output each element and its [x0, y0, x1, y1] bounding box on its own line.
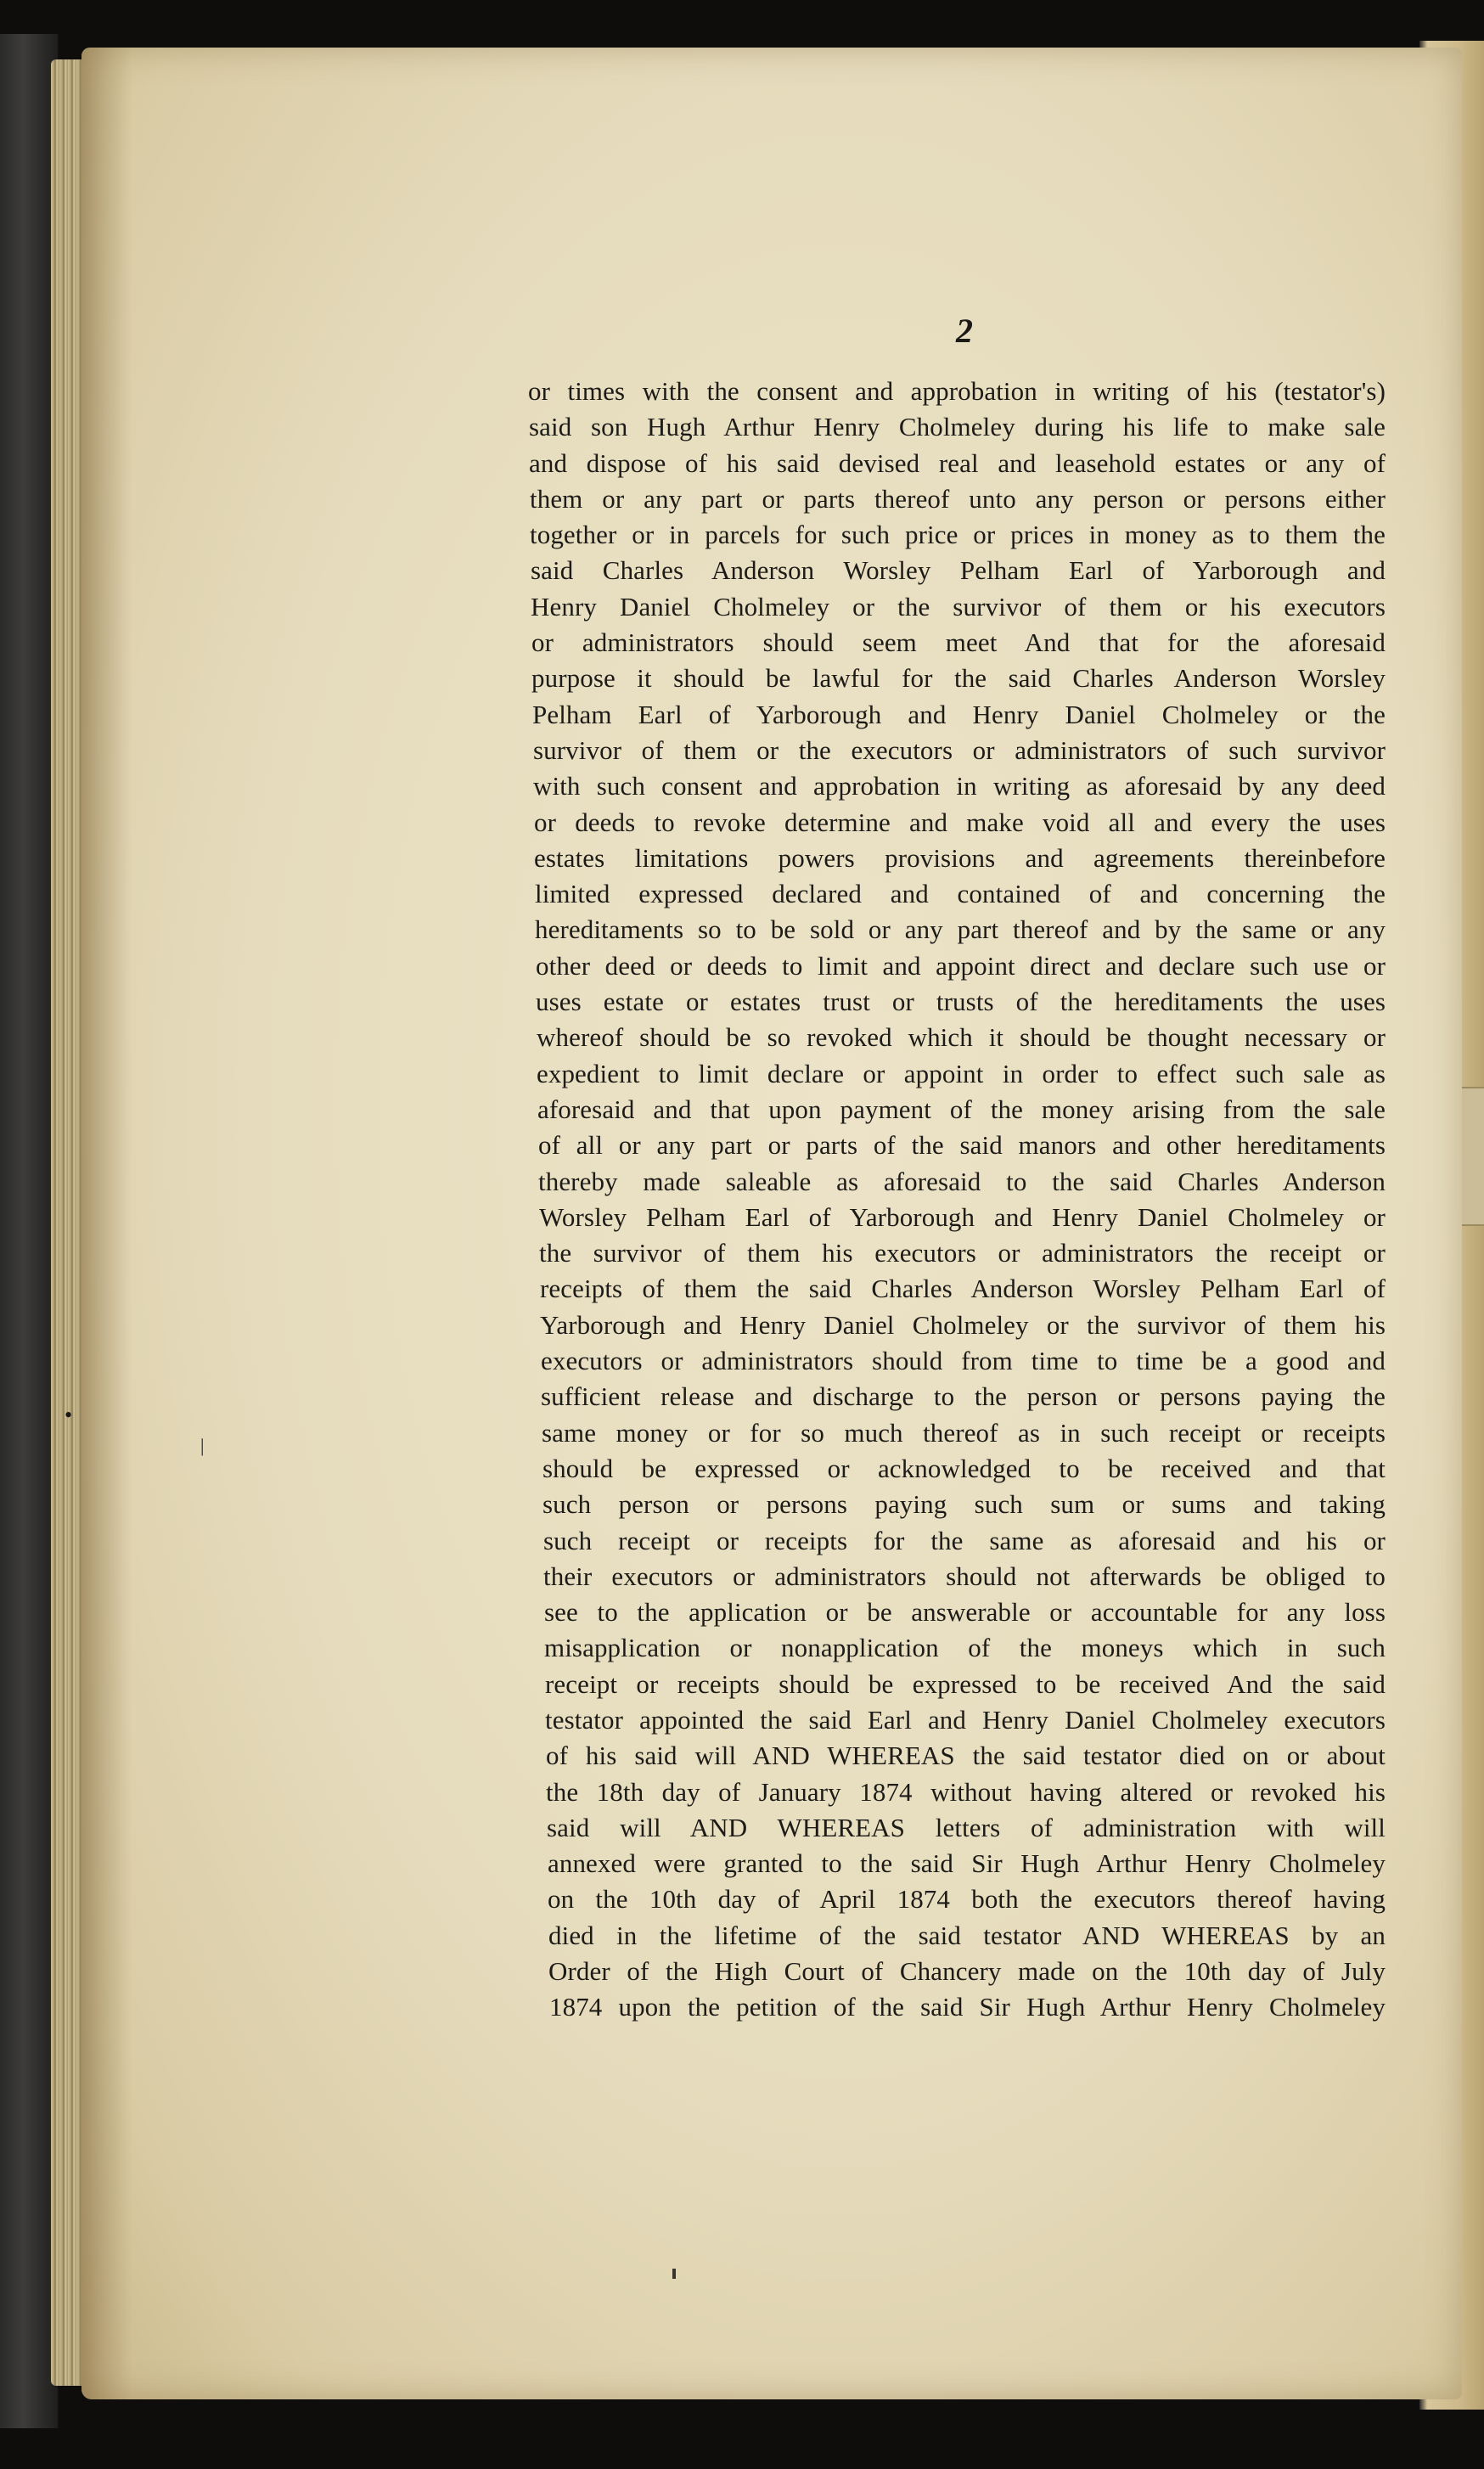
text-line: executors or administrators should from time to time be a good and: [541, 1346, 1386, 1376]
text-line: aforesaid and that upon payment of the money arising from the sale: [537, 1094, 1386, 1124]
text-line: Worsley Pelham Earl of Yarborough and Henry Daniel Cholmeley or: [539, 1201, 1386, 1232]
margin-dot-mark: •: [65, 1403, 73, 1427]
text-line: 1874 upon the petition of the said Sir Hugh Arthur Henry Cholmeley: [549, 1992, 1386, 2022]
text-line: together or in parcels for such price or prices in money as to them the: [530, 520, 1386, 550]
text-line: and dispose of his said devised real and leasehold estates or any of: [529, 447, 1386, 478]
text-line: other deed or deeds to limit and appoint direct and declare such use or: [536, 950, 1386, 981]
text-line: purpose it should be lawful for the said Charles Anderson Worsley: [531, 663, 1386, 694]
text-line: their executors or administrators should not afterwards be obliged to: [543, 1561, 1386, 1591]
text-line: or administrators should seem meet And that for the aforesaid: [531, 627, 1386, 658]
text-line: expedient to limit declare or appoint in order to effect such sale as: [537, 1058, 1386, 1088]
text-line: said will AND WHEREAS letters of administration with will: [547, 1812, 1386, 1842]
margin-tick-mark: |: [200, 1435, 205, 1456]
text-line: Pelham Earl of Yarborough and Henry Daniel Cholmeley or the: [532, 699, 1386, 729]
text-line: or deeds to revoke determine and make void all and every the uses: [534, 807, 1386, 837]
text-line: of all or any part or parts of the said manors and other hereditaments: [538, 1130, 1386, 1161]
text-line: annexed were granted to the said Sir Hugh Arthur Henry Cholmeley: [548, 1848, 1386, 1879]
text-line: said son Hugh Arthur Henry Cholmeley during his life to make sale: [529, 412, 1386, 442]
text-line: thereby made saleable as aforesaid to the said Charles Anderson: [538, 1166, 1386, 1196]
body-text: [528, 374, 1394, 2026]
text-line: hereditaments so to be sold or any part thereof and by the same or any: [535, 914, 1386, 945]
text-line: Order of the High Court of Chancery made on the 10th day of July: [548, 1956, 1386, 1987]
text-line: the survivor of them his executors or administrators the receipt or: [539, 1238, 1386, 1268]
text-line: should be expressed or acknowledged to be received and that: [542, 1453, 1386, 1483]
text-line: same money or for so much thereof as in such receipt or receipts: [542, 1417, 1386, 1448]
text-line: them or any part or parts thereof unto any person or persons either: [530, 483, 1386, 514]
text-line: limited expressed declared and contained of and concerning the: [535, 879, 1386, 909]
text-line: survivor of them or the executors or administrators of such survivor: [533, 734, 1386, 765]
text-line: died in the lifetime of the said testator AND WHEREAS by an: [548, 1920, 1386, 1950]
text-line: said Charles Anderson Worsley Pelham Earl of Yarborough and: [531, 555, 1386, 586]
text-line: such person or persons paying such sum or sums and taking: [542, 1489, 1386, 1520]
page-gutter-shadow: [82, 48, 132, 2399]
text-line: whereof should be so revoked which it should be thought necessary or: [537, 1022, 1386, 1053]
text-line: Yarborough and Henry Daniel Cholmeley or the survivor of them his: [540, 1309, 1386, 1340]
text-line: sufficient release and discharge to the person or persons paying the: [541, 1381, 1386, 1412]
text-line: testator appointed the said Earl and Henry Daniel Cholmeley executors: [545, 1704, 1386, 1735]
text-line: uses estate or estates trust or trusts of the hereditaments the uses: [536, 987, 1386, 1017]
text-line: see to the application or be answerable or accountable for any loss: [544, 1597, 1386, 1628]
page-number: 2: [956, 312, 973, 350]
text-line: on the 10th day of April 1874 both the executors thereof having: [548, 1884, 1386, 1915]
text-line: or times with the consent and approbation in writing of his (testator's): [528, 376, 1386, 406]
text-line: the 18th day of January 1874 without having altered or revoked his: [546, 1776, 1386, 1807]
text-line: of his said will AND WHEREAS the said testator died on or about: [546, 1741, 1386, 1771]
bottom-ink-mark: [672, 2269, 676, 2279]
text-line: estates limitations powers provisions and agreements thereinbefore: [534, 842, 1386, 873]
text-line: with such consent and approbation in writing as aforesaid by any deed: [533, 771, 1386, 801]
text-line: receipt or receipts should be expressed to be received And the said: [545, 1668, 1386, 1699]
text-line: misapplication or nonapplication of the moneys which in such: [544, 1633, 1386, 1663]
text-line: receipts of them the said Charles Anderson Worsley Pelham Earl of: [540, 1274, 1386, 1304]
text-line: Henry Daniel Cholmeley or the survivor of them or his executors: [531, 591, 1386, 621]
text-line: such receipt or receipts for the same as aforesaid and his or: [543, 1525, 1386, 1555]
